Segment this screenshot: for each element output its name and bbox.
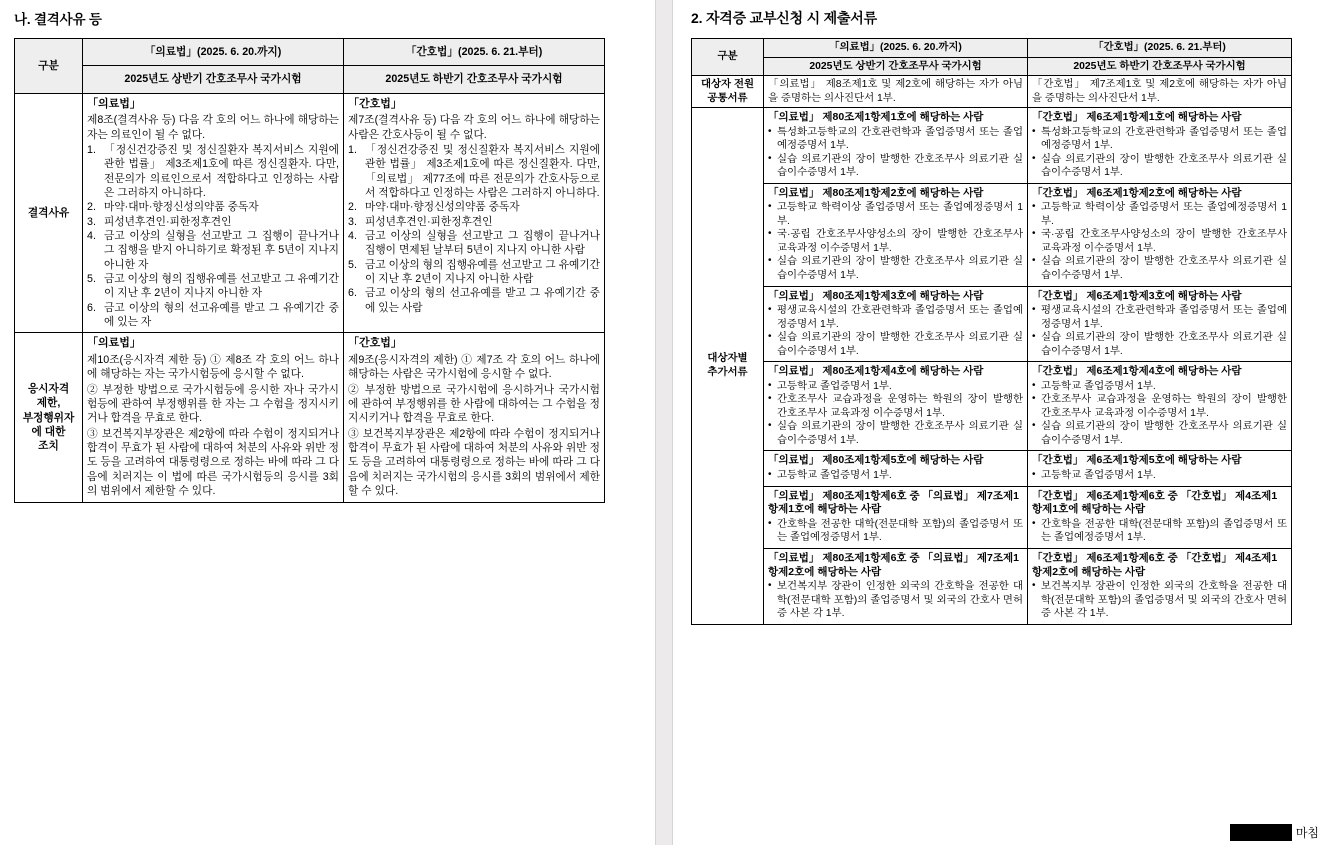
document-block: 「간호법」 제6조제1항제3호에 해당하는 사람 • 평생교육시설의 간호관련학과 졸업증명서 또는 졸업예정증명서 1부. • 실습 의료기관의 장이 발행한 간호조무사 의료기관 실습이수증명서 1부. [1028,287,1291,363]
clause-paragraph: ③ 보건복지부장관은 제2항에 따라 수험이 정지되거나 합격이 무효가 된 사람에 대하여 처분의 사유와 위반 정도 등을 고려하여 대통령령으로 정하는 바에 따라 그 다음에 치러지는 국가시험의 응시를 3회의 범위에서 제한할 수 있다. [348,427,600,497]
law-title-medical: 「의료법」 [87,337,141,350]
table-row [692,76,1292,108]
column-header-category: 구분 [692,39,764,76]
list-item: 2. 마약·대마·향정신성의약품 중독자 [348,201,520,214]
cell-medical-disqualification [83,93,344,333]
list-item: • 실습 의료기관의 장이 발행한 간호조무사 의료기관 실습이수증명서 1부. [768,255,1023,282]
row-header-exam-restriction: 응시자격 제한, 부정행위자 에 대한 조치 [15,333,83,503]
column-subheader-first-half-exam: 2025년도 상반기 간호조무사 국가시험 [83,66,344,93]
list-item: • 고등학교 학력이상 졸업증명서 또는 졸업예정증명서 1부. [1032,201,1287,228]
list-item: 1. 「정신건강증진 및 정신질환자 복지서비스 지원에 관한 법률」 제3조제1호에 따른 정신질환자. 다만, 「의료법」 제77조에 따른 전문의가 간호사등으로서 적합하다고 인정하는 사람은 그러하지 아니하다. [348,144,600,200]
law-title-nursing: 「간호법」 [348,337,402,350]
list-item: 2. 마약·대마·향정신성의약품 중독자 [87,201,259,214]
document-page-left [0,0,655,845]
clause-list [348,143,600,315]
column-header-medical-law: 「의료법」(2025. 6. 20.까지) [83,39,344,66]
footer-label: 마침 [1295,826,1319,840]
clause-intro: 제8조(결격사유 등) 다음 각 호의 어느 하나에 해당하는 자는 의료인이 될 수 없다. [87,114,339,141]
list-item: • 고등학교 졸업증명서 1부. [768,469,1023,483]
law-title-nursing: 「간호법」 [348,97,402,110]
column-subheader-first-half-exam: 2025년도 상반기 간호조무사 국가시험 [764,57,1028,76]
list-item: • 간호학을 전공한 대학(전문대학 포함)의 졸업증명서 또는 졸업예정증명서 1부. [768,518,1023,545]
document-block: 「의료법」 제80조제1항제5호에 해당하는 사람 • 고등학교 졸업증명서 1부. [764,451,1027,486]
list-item: • 실습 의료기관의 장이 발행한 간호조무사 의료기관 실습이수증명서 1부. [768,420,1023,447]
list-item: • 특성화고등학교의 간호관련학과 졸업증명서 또는 졸업예정증명서 1부. [1032,126,1287,153]
document-block: 「간호법」 제6조제1항제1호에 해당하는 사람 • 특성화고등학교의 간호관련학과 졸업증명서 또는 졸업예정증명서 1부. • 실습 의료기관의 장이 발행한 간호조무사 의료기관 실습이수증명서 1부. [1028,108,1291,184]
table-row [692,108,1292,625]
list-item: • 실습 의료기관의 장이 발행한 간호조무사 의료기관 실습이수증명서 1부. [1032,255,1287,282]
list-item: • 국·공립 간호조무사양성소의 장이 발행한 간호조무사 교육과정 이수증명서 1부. [768,228,1023,255]
table-header-row-sub [15,66,605,93]
column-header-nursing-law: 「간호법」(2025. 6. 21.부터) [344,39,605,66]
document-list [1032,580,1287,621]
list-item: • 실습 의료기관의 장이 발행한 간호조무사 의료기관 실습이수증명서 1부. [1032,331,1287,358]
list-item: 1. 「정신건강증진 및 정신질환자 복지서비스 지원에 관한 법률」 제3조제1호에 따른 정신질환자. 다만, 전문의가 의료인으로서 적합하다고 인정하는 사람은 그러하지 아니하다. [87,144,339,200]
black-marker [1230,824,1292,841]
list-item: 3. 피성년후견인·피한정후견인 [348,215,493,228]
document-list [768,201,1023,282]
list-item: • 간호조무사 교습과정을 운영하는 학원의 장이 발행한 간호조무사 교육과정 이수증명서 1부. [768,393,1023,420]
list-item: 3. 피성년후견인·피한정후견인 [87,215,232,228]
document-list [1032,518,1287,545]
table-row [15,93,605,333]
column-subheader-second-half-exam: 2025년도 하반기 간호조무사 국가시험 [1028,57,1292,76]
list-item: • 고등학교 졸업증명서 1부. [1032,469,1287,483]
document-list [1032,201,1287,282]
table-header-row-sub [692,57,1292,76]
table-header-row-top [15,39,605,66]
list-item: • 실습 의료기관의 장이 발행한 간호조무사 의료기관 실습이수증명서 1부. [1032,153,1287,180]
clause-paragraph: ② 부정한 방법으로 국가시험에 응시하거나 국가시험에 관하여 부정행위를 한 사람에 대하여는 그 수험을 정지시키거나 합격을 무효로 한다. [348,383,600,425]
list-item: • 간호조무사 교습과정을 운영하는 학원의 장이 발행한 간호조무사 교육과정 이수증명서 1부. [1032,393,1287,420]
document-list [768,518,1023,545]
clause-paragraph: ③ 보건복지부장관은 제2항에 따라 수험이 정지되거나 합격이 무효가 된 사람에 대하여 처분의 사유와 위반 정도 등을 고려하여 대통령령으로 정하는 바에 따라 그 다음에 치러지는 이 법에 따른 국가시험등의 응시를 3회의 범위에서 제한할 수 있다. [87,427,339,497]
law-title-medical: 「의료법」 [87,97,141,110]
list-item: 6. 금고 이상의 형의 선고유예를 받고 그 유예기간 중에 있는 자 [87,301,339,328]
document-block: 「의료법」 제80조제1항제2호에 해당하는 사람 • 고등학교 학력이상 졸업증명서 또는 졸업예정증명서 1부. • 국·공립 간호조무사양성소의 장이 발행한 간호조무사 교육과정 이수증명서 1부. • 실습 의료기관의 장이 발행한 간호조무사 의료기관 실습이수증명서 1부. [764,184,1027,287]
list-item: • 고등학교 졸업증명서 1부. [768,380,1023,394]
document-list [768,126,1023,180]
table-row [15,333,605,503]
column-header-category: 구분 [15,39,83,94]
list-item: • 보건복지부 장관이 인정한 외국의 간호학을 전공한 대학(전문대학 포함)의 졸업증명서 및 외국의 간호사 면허증 사본 각 1부. [768,580,1023,621]
list-item: 4. 금고 이상의 실형을 선고받고 그 집행이 끝나거나 집행이 면제된 날부터 5년이 지나지 아니한 사람 [348,230,600,257]
row-header-disqualification: 결격사유 [15,93,83,333]
list-item: • 보건복지부 장관이 인정한 외국의 간호학을 전공한 대학(전문대학 포함)의 졸업증명서 및 외국의 간호사 면허증 사본 각 1부. [1032,580,1287,621]
list-item: 5. 금고 이상의 형의 집행유예를 선고받고 그 유예기간이 지난 후 2년이 지나지 아니한 자 [87,273,339,300]
list-item: • 평생교육시설의 간호관련학과 졸업증명서 또는 졸업예정증명서 1부. [1032,304,1287,331]
table-header-row-top [692,39,1292,58]
document-block: 「의료법」 제80조제1항제6호 중 「의료법」 제7조제1항제1호에 해당하는 사람 • 간호학을 전공한 대학(전문대학 포함)의 졸업증명서 또는 졸업예정증명서 1부. [764,487,1027,549]
cell-nursing-additional-documents [1028,108,1292,625]
list-item: • 간호학을 전공한 대학(전문대학 포함)의 졸업증명서 또는 졸업예정증명서 1부. [1032,518,1287,545]
list-item: 5. 금고 이상의 형의 집행유예를 선고받고 그 유예기간이 지난 후 2년이 지나지 아니한 사람 [348,258,600,285]
column-header-medical-law: 「의료법」(2025. 6. 20.까지) [764,39,1028,58]
cell-nursing-restriction [344,333,605,503]
document-list [768,304,1023,358]
document-block: 「간호법」 제6조제1항제6호 중 「간호법」 제4조제1항제2호에 해당하는 사람 • 보건복지부 장관이 인정한 외국의 간호학을 전공한 대학(전문대학 포함)의 졸업증명서 및 외국의 간호사 면허증 사본 각 1부. [1028,549,1291,624]
document-block: 「간호법」 제6조제1항제2호에 해당하는 사람 • 고등학교 학력이상 졸업증명서 또는 졸업예정증명서 1부. • 국·공립 간호조무사양성소의 장이 발행한 간호조무사 교육과정 이수증명서 1부. • 실습 의료기관의 장이 발행한 간호조무사 의료기관 실습이수증명서 1부. [1028,184,1291,287]
cell-nursing-disqualification [344,93,605,333]
document-list [768,580,1023,621]
row-header-common-documents: 대상자 전원 공통서류 [692,76,764,108]
column-header-nursing-law: 「간호법」(2025. 6. 21.부터) [1028,39,1292,58]
document-list [1032,469,1287,483]
document-list [1032,304,1287,358]
document-block: 「의료법」 제80조제1항제6호 중 「의료법」 제7조제1항제2호에 해당하는 사람 • 보건복지부 장관이 인정한 외국의 간호학을 전공한 대학(전문대학 포함)의 졸업증명서 및 외국의 간호사 면허증 사본 각 1부. [764,549,1027,624]
list-item: • 평생교육시설의 간호관련학과 졸업증명서 또는 졸업예정증명서 1부. [768,304,1023,331]
document-list [768,380,1023,448]
cell-medical-restriction [83,333,344,503]
page-gutter [655,0,673,845]
clause-paragraph: 제9조(응시자격의 제한) ① 제7조 각 호의 어느 하나에 해당하는 사람은 국가시험에 응시할 수 없다. [348,354,600,381]
document-block: 「의료법」 제80조제1항제1호에 해당하는 사람 • 특성화고등학교의 간호관련학과 졸업증명서 또는 졸업예정증명서 1부. • 실습 의료기관의 장이 발행한 간호조무사 의료기관 실습이수증명서 1부. [764,108,1027,184]
document-block: 「간호법」 제6조제1항제6호 중 「간호법」 제4조제1항제1호에 해당하는 사람 • 간호학을 전공한 대학(전문대학 포함)의 졸업증명서 또는 졸업예정증명서 1부. [1028,487,1291,549]
list-item: • 국·공립 간호조무사양성소의 장이 발행한 간호조무사 교육과정 이수증명서 1부. [1032,228,1287,255]
certificate-documents-table [691,38,1292,625]
document-page-right [673,0,1329,845]
document-block: 「의료법」 제80조제1항제3호에 해당하는 사람 • 평생교육시설의 간호관련학과 졸업증명서 또는 졸업예정증명서 1부. • 실습 의료기관의 장이 발행한 간호조무사 의료기관 실습이수증명서 1부. [764,287,1027,363]
document-block: 「의료법」 제80조제1항제4호에 해당하는 사람 • 고등학교 졸업증명서 1부. • 간호조무사 교습과정을 운영하는 학원의 장이 발행한 간호조무사 교육과정 이수증명서 1부. • 실습 의료기관의 장이 발행한 간호조무사 의료기관 실습이수증명서 1부. [764,362,1027,451]
document-list [1032,380,1287,448]
clause-list [87,143,339,329]
document-block: 「간호법」 제6조제1항제5호에 해당하는 사람 • 고등학교 졸업증명서 1부. [1028,451,1291,486]
page-title-left: 나. 결격사유 등 [14,12,102,27]
list-item: • 특성화고등학교의 간호관련학과 졸업증명서 또는 졸업예정증명서 1부. [768,126,1023,153]
clause-intro: 제7조(결격사유 등) 다음 각 호의 어느 하나에 해당하는 사람은 간호사등이 될 수 없다. [348,114,600,141]
list-item: • 실습 의료기관의 장이 발행한 간호조무사 의료기관 실습이수증명서 1부. [1032,420,1287,447]
footer-status [1230,824,1319,841]
list-item: • 실습 의료기관의 장이 발행한 간호조무사 의료기관 실습이수증명서 1부. [768,153,1023,180]
column-subheader-second-half-exam: 2025년도 하반기 간호조무사 국가시험 [344,66,605,93]
list-item: • 실습 의료기관의 장이 발행한 간호조무사 의료기관 실습이수증명서 1부. [768,331,1023,358]
list-item: • 고등학교 졸업증명서 1부. [1032,380,1287,394]
document-list [768,469,1023,483]
clause-paragraph: 제10조(응시자격 제한 등) ① 제8조 각 호의 어느 하나에 해당하는 자는 국가시험등에 응시할 수 없다. [87,354,339,381]
document-list [1032,126,1287,180]
clause-paragraph: ② 부정한 방법으로 국가시험등에 응시한 자나 국가시험등에 관하여 부정행위를 한 자는 그 수험을 정지시키거나 합격을 무효로 한다. [87,383,339,425]
cell-medical-additional-documents [764,108,1028,625]
list-item: 6. 금고 이상의 형의 선고유예를 받고 그 유예기간 중에 있는 사람 [348,287,600,314]
cell-medical-common-documents: 「의료법」 제8조제1호 및 제2호에 해당하는 자가 아님을 증명하는 의사진단서 1부. [764,76,1028,108]
disqualification-table [14,38,605,503]
document-block: 「간호법」 제6조제1항제4호에 해당하는 사람 • 고등학교 졸업증명서 1부. • 간호조무사 교습과정을 운영하는 학원의 장이 발행한 간호조무사 교육과정 이수증명서 1부. • 실습 의료기관의 장이 발행한 간호조무사 의료기관 실습이수증명서 1부. [1028,362,1291,451]
list-item: • 고등학교 학력이상 졸업증명서 또는 졸업예정증명서 1부. [768,201,1023,228]
list-item: 4. 금고 이상의 실형을 선고받고 그 집행이 끝나거나 그 집행을 받지 아니하기로 확정된 후 5년이 지나지 아니한 자 [87,230,339,271]
page-title-right: 2. 자격증 교부신청 시 제출서류 [691,10,877,26]
row-header-additional-documents: 대상자별 추가서류 [692,108,764,625]
cell-nursing-common-documents: 「간호법」 제7조제1호 및 제2호에 해당하는 자가 아님을 증명하는 의사진단서 1부. [1028,76,1292,108]
